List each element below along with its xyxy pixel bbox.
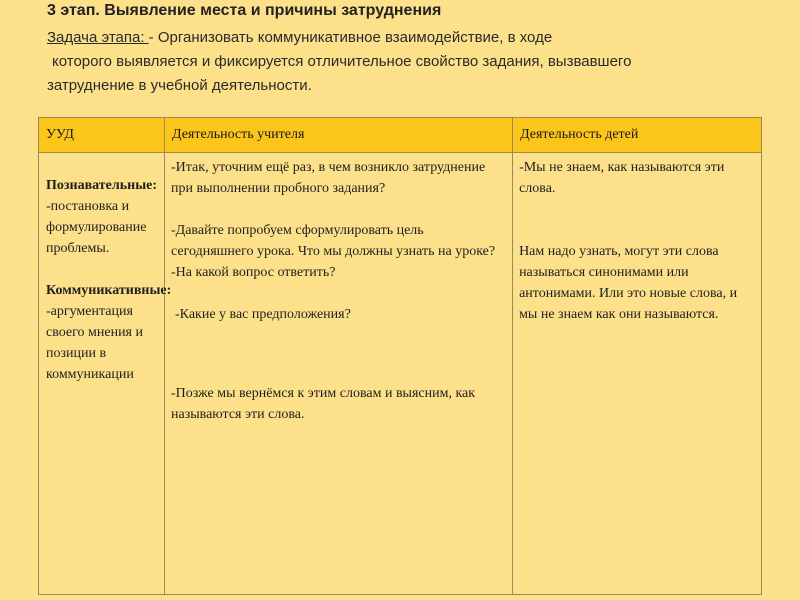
task-line-3: затруднение в учебной деятельности.	[47, 77, 312, 94]
uud-cell	[39, 153, 172, 595]
stage-task	[47, 26, 767, 98]
task-line-2: которого выявляется и фиксируется отличительное свойство задания, вызвавшего	[52, 53, 632, 70]
table-row	[39, 153, 762, 595]
communicative-title: Коммуникативные:	[46, 283, 172, 298]
activity-table	[38, 117, 762, 595]
children-line-2: Нам надо узнать, могут эти слова называться синонимами или антонимами. Или это новые слова, и мы не знаем как они называются.	[519, 244, 738, 322]
header-teacher-activity: Деятельность учителя	[165, 118, 513, 153]
teacher-line-4: -Какие у вас предположения?	[175, 307, 351, 322]
header-uud: УУД	[39, 118, 165, 153]
teacher-line-5: -Позже мы вернёмся к этим словам и выясним, как называются эти слова.	[171, 386, 476, 422]
teacher-line-2: -Давайте попробуем сформулировать цель сегодняшнего урока. Что мы должны узнать на уроке?	[171, 223, 496, 259]
header-children-activity: Деятельность детей	[513, 118, 762, 153]
communicative-text: -аргументация своего мнения и позиции в коммуникации	[46, 304, 143, 382]
cognitive-title: Познавательные:	[46, 178, 158, 193]
teacher-line-3: -На какой вопрос ответить?	[171, 265, 336, 280]
teacher-line-1: -Итак, уточним ещё раз, в чем возникло затруднение при выполнении пробного задания?	[171, 160, 486, 196]
task-line-1: - Организовать коммуникативное взаимодействие, в ходе	[148, 29, 553, 46]
task-label: Задача этапа:	[47, 29, 149, 46]
children-activity-cell	[513, 153, 762, 595]
cognitive-text: -постановка и формулирование проблемы.	[46, 199, 147, 256]
children-line-1: -Мы не знаем, как называются эти слова.	[519, 160, 725, 196]
table-header-row	[39, 118, 762, 153]
stage-heading: 3 этап. Выявление места и причины затруднения	[47, 2, 442, 19]
teacher-activity-cell	[165, 153, 513, 595]
